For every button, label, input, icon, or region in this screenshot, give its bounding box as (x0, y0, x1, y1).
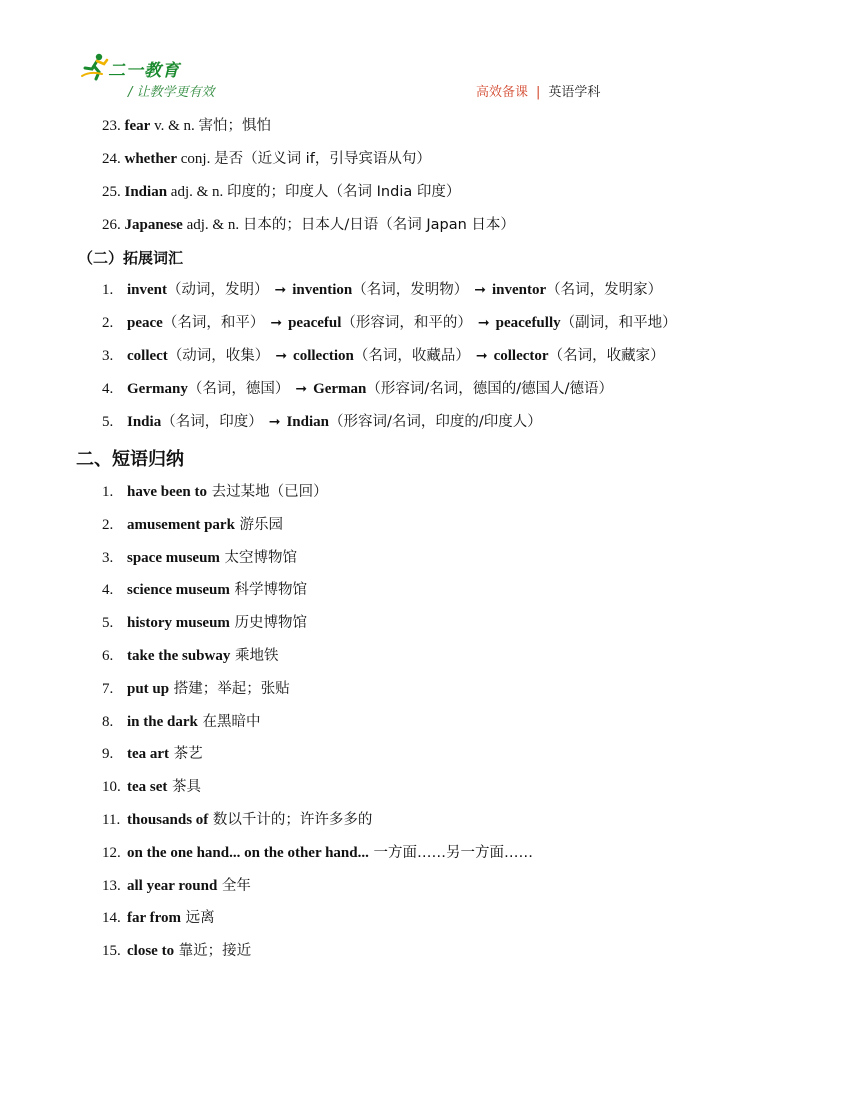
vocab-item (102, 116, 271, 136)
word-form: peacefully (495, 315, 561, 331)
item-number: 4. (102, 582, 114, 599)
phrase-item (102, 810, 372, 830)
vocab-term: fear (124, 118, 151, 134)
word-form: invention (292, 282, 353, 298)
word-form: inventor (492, 282, 547, 298)
item-number: 7. (102, 680, 114, 697)
phrase-item (102, 712, 260, 732)
logo-text: 二一教育 (108, 61, 180, 81)
phrase-text: all year round (127, 877, 218, 894)
phrase-item (102, 777, 201, 797)
word-note: （名词，印度） (161, 414, 263, 430)
phrase-text: close to (127, 943, 175, 960)
part-of-speech: adj. & n. (182, 217, 243, 233)
item-number: 10. (102, 779, 121, 796)
vocab-meaning: 日本的；日本人/日语（名词 Japan 日本） (242, 217, 515, 233)
item-number: 11. (102, 812, 121, 828)
extended-item (102, 280, 662, 300)
phrase-item (102, 908, 215, 928)
phrase-meaning: 科学博物馆 (229, 582, 308, 599)
item-number: 3. (102, 348, 114, 364)
extended-item (102, 313, 677, 333)
word-note: （形容词，和平的） (341, 315, 472, 331)
phrase-meaning: 去过某地（已回） (207, 484, 328, 500)
phrase-text: thousands of (127, 812, 209, 828)
phrase-meaning: 游乐园 (234, 516, 284, 533)
phrase-meaning: 搭建；举起；张贴 (169, 680, 290, 697)
phrase-meaning: 靠近；接近 (174, 943, 252, 960)
word-form: collector (493, 348, 549, 364)
runner-logo-icon (80, 52, 110, 82)
word-form: collect (127, 348, 168, 364)
item-number: 2. (102, 516, 114, 533)
vocab-term: Japanese (124, 217, 183, 233)
word-form: Indian (286, 414, 329, 430)
vocab-term: whether (124, 151, 177, 167)
phrase-item (102, 580, 307, 600)
extended-item (102, 412, 542, 432)
phrase-meaning: 茶艺 (169, 746, 203, 763)
item-number: 3. (102, 549, 114, 566)
vocab-item (102, 215, 515, 235)
phrase-item (102, 646, 278, 666)
phrase-meaning: 一方面……另一方面…… (368, 844, 533, 861)
vocab-term: Indian (124, 184, 168, 200)
item-number: 25. (102, 184, 125, 200)
header-separator: | (536, 85, 541, 100)
item-number: 24. (102, 151, 125, 167)
part-of-speech: conj. (177, 151, 215, 167)
phrase-meaning: 太空博物馆 (219, 549, 298, 566)
phrase-text: have been to (127, 484, 207, 500)
word-note: （形容词/名词，印度的/印度人） (328, 414, 542, 430)
word-note: （名词，德国） (187, 381, 290, 397)
part-of-speech: adj. & n. (167, 184, 228, 200)
course-label: 高效备课 (476, 85, 529, 100)
word-note: （形容词/名词，德国的/德国人/德语） (366, 381, 614, 397)
item-number: 8. (102, 713, 114, 730)
item-number: 9. (102, 746, 114, 763)
item-number: 1. (102, 282, 114, 298)
phrase-meaning: 茶具 (167, 779, 202, 796)
phrase-text: take the subway (127, 648, 231, 664)
arrow-icon: ➞ (274, 282, 287, 298)
phrase-item (102, 613, 307, 633)
phrase-item (102, 482, 328, 502)
word-form: India (127, 414, 162, 430)
phrase-text: in the dark (127, 713, 198, 730)
phrase-item (102, 679, 290, 699)
item-number: 6. (102, 648, 114, 664)
word-form: invent (127, 282, 168, 298)
phrase-text: on the one hand... on the other hand... (127, 844, 369, 861)
word-form: Germany (127, 381, 188, 397)
vocab-item (102, 182, 460, 202)
item-number: 4. (102, 381, 114, 397)
slogan: / 让教学更有效 (128, 85, 215, 100)
phrase-text: put up (127, 680, 170, 697)
phrase-item (102, 843, 533, 863)
word-form: collection (293, 348, 354, 364)
word-note: （名词，收藏品） (353, 348, 470, 364)
phrase-meaning: 全年 (217, 877, 251, 894)
phrase-text: far from (127, 910, 182, 927)
vocab-meaning: 是否（近义词 if，引导宾语从句） (214, 151, 431, 167)
phrase-meaning: 在黑暗中 (197, 713, 261, 730)
word-form: peaceful (288, 315, 342, 331)
phrase-text: amusement park (127, 516, 235, 533)
word-note: （名词，发明家） (546, 282, 663, 298)
vocab-meaning: 印度的；印度人（名词 India 印度） (227, 184, 461, 200)
item-number: 5. (102, 414, 114, 430)
phrase-text: space museum (127, 549, 220, 566)
extended-item (102, 346, 665, 366)
item-number: 5. (102, 615, 114, 632)
word-note: （名词，发明物） (352, 282, 469, 298)
phrase-item (102, 548, 297, 568)
arrow-icon: ➞ (268, 414, 281, 430)
vocab-meaning: 害怕；惧怕 (198, 118, 272, 134)
item-number: 12. (102, 844, 121, 861)
phrases-section-title: 二、短语归纳 (76, 449, 184, 470)
vocab-item (102, 149, 431, 169)
word-note: （名词，收藏家） (548, 348, 665, 364)
arrow-icon: ➞ (474, 282, 486, 298)
logo (80, 52, 210, 82)
phrase-item (102, 515, 283, 535)
phrase-meaning: 数以千计的；许许多多的 (208, 812, 373, 828)
item-number: 23. (102, 118, 125, 134)
phrase-item (102, 941, 251, 961)
phrase-text: history museum (127, 615, 230, 632)
item-number: 14. (102, 910, 121, 927)
word-note: （名词，和平） (162, 315, 265, 331)
header-course-info (476, 81, 600, 100)
word-form: German (313, 381, 367, 397)
arrow-icon: ➞ (475, 348, 488, 364)
phrase-text: tea set (127, 779, 168, 796)
phrase-text: science museum (127, 582, 230, 599)
arrow-icon: ➞ (275, 348, 288, 364)
arrow-icon: ➞ (270, 315, 283, 331)
word-note: （副词，和平地） (560, 315, 677, 331)
extended-item (102, 379, 613, 399)
word-form: peace (127, 315, 163, 331)
item-number: 26. (102, 217, 125, 233)
extended-vocab-heading: （二）拓展词汇 (78, 249, 184, 267)
item-number: 15. (102, 943, 121, 960)
phrase-meaning: 乘地铁 (230, 648, 279, 664)
arrow-icon: ➞ (295, 381, 308, 397)
phrase-meaning: 历史博物馆 (229, 615, 308, 632)
word-note: （动词，收集） (167, 348, 270, 364)
arrow-icon: ➞ (477, 315, 490, 331)
phrase-item (102, 876, 251, 896)
item-number: 1. (102, 484, 114, 500)
word-note: （动词，发明） (167, 282, 269, 298)
part-of-speech: v. & n. (150, 118, 199, 134)
item-number: 13. (102, 877, 121, 894)
subject-label: 英语学科 (548, 85, 601, 100)
item-number: 2. (102, 315, 114, 331)
phrase-text: tea art (127, 746, 170, 763)
phrase-meaning: 远离 (181, 910, 215, 927)
phrase-item (102, 744, 203, 764)
